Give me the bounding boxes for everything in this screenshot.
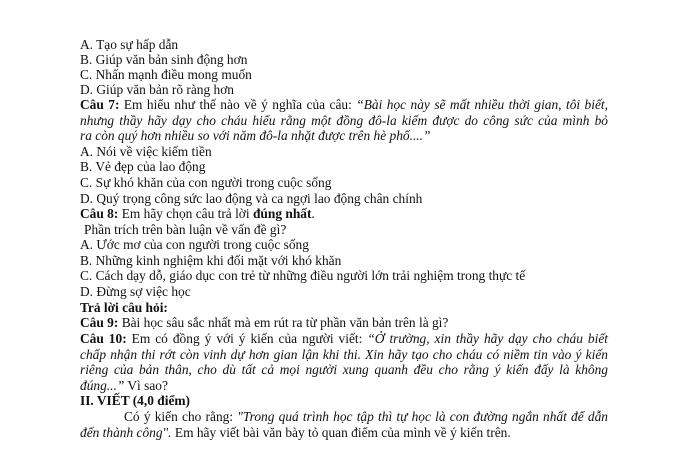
answer-heading: Trả lời câu hỏi: bbox=[80, 300, 168, 315]
q10-line-3 bbox=[80, 362, 608, 377]
q6-option-c: C. Nhấn mạnh điều mong muốn bbox=[80, 67, 252, 82]
q6-option-b: B. Giúp văn bản sinh động hơn bbox=[80, 52, 248, 67]
q10-line-1 bbox=[80, 331, 608, 346]
q10-quote-part-3: riêng của bản thân, cho dù tất cả mọi người xung quanh đều cho rằng ý kiến đấy là không bbox=[80, 362, 608, 377]
q8-prompt-end: . bbox=[311, 206, 315, 221]
q8-option-d: D. Đừng sợ việc học bbox=[80, 284, 191, 299]
section-2-quote-part-2: đến thành công". bbox=[80, 425, 172, 440]
q10-line-4 bbox=[80, 378, 168, 393]
section-2-lead: Có ý kiến cho rằng: bbox=[124, 409, 234, 424]
q10-tail: Vì sao? bbox=[127, 378, 168, 393]
section-2-line-1 bbox=[124, 409, 608, 424]
q8-subprompt: Phần trích trên bàn luận về vấn đề gì? bbox=[84, 222, 287, 237]
q10-label: Câu 10: bbox=[80, 331, 127, 346]
q10-quote-part-2: chấp nhận thi rớt còn vinh dự hơn gian lận khi thi. Xin hãy tạo cho cháu có niềm tin vào ý kiến bbox=[80, 347, 608, 362]
q7-option-b: B. Vẻ đẹp của lao động bbox=[80, 159, 206, 174]
q9-label: Câu 9: bbox=[80, 315, 119, 330]
q7-prompt: Em hiểu như thế nào về ý nghĩa của câu: bbox=[123, 97, 352, 112]
q7-option-a: A. Nói về việc kiếm tiền bbox=[80, 144, 212, 159]
q7-option-d: D. Quý trọng công sức lao động và ca ngợi lao động chân chính bbox=[80, 191, 423, 206]
q7-option-c: C. Sự khó khăn của con người trong cuộc sống bbox=[80, 175, 332, 190]
section-2-heading: II. VIẾT (4,0 điểm) bbox=[80, 393, 190, 408]
q8-option-b: B. Những kinh nghiệm khi đối mặt với khó khăn bbox=[80, 253, 342, 268]
q7-quote-part-2: nhưng thầy hãy dạy cho cháu hiểu rằng một đồng đô-la kiếm được do công sức của mình bỏ bbox=[80, 113, 608, 128]
q8-emphasis: đúng nhất bbox=[252, 206, 312, 221]
q8-option-c: C. Cách dạy dỗ, giáo dục con trẻ từ những điều người lớn trải nghiệm trong thực tế bbox=[80, 268, 526, 283]
q8-label: Câu 8: bbox=[80, 206, 119, 221]
q6-option-d: D. Giúp văn bản rõ ràng hơn bbox=[80, 82, 234, 97]
q8-prompt: Em hãy chọn câu trả lời bbox=[121, 206, 250, 221]
q10-prompt: Em có đồng ý với ý kiến của người viết: bbox=[131, 331, 363, 346]
q7-line-2 bbox=[80, 113, 608, 128]
section-2-line-2 bbox=[80, 425, 511, 440]
q8-option-a: A. Ước mơ của con người trong cuộc sống bbox=[80, 237, 309, 252]
q7-line-3 bbox=[80, 128, 430, 143]
q10-quote-part-4: đúng...” bbox=[80, 378, 125, 393]
q7-quote-part-3: ra còn quý hơn nhiều so với năm đô-la nhặt được trên hè phố....” bbox=[80, 128, 431, 143]
q10-line-2 bbox=[80, 347, 608, 362]
section-2-quote-part-1: "Trong quá trình học tập thì tự học là con đường ngắn nhất để dẫn bbox=[237, 409, 608, 424]
q8-line-1 bbox=[80, 206, 315, 221]
q10-quote-part-1: “Ở trường, xin thầy hãy dạy cho cháu biết bbox=[367, 331, 609, 346]
q9-line bbox=[80, 315, 448, 330]
section-2-tail: Em hãy viết bài văn bày tỏ quan điểm của mình về ý kiến trên. bbox=[174, 425, 511, 440]
q6-option-a: A. Tạo sự hấp dẫn bbox=[80, 37, 179, 52]
q7-label: Câu 7: bbox=[80, 97, 120, 112]
q7-line-1 bbox=[80, 97, 608, 112]
q9-text: Bài học sâu sắc nhất mà em rút ra từ phần văn bản trên là gì? bbox=[121, 315, 449, 330]
q7-quote-part-1: “Bài học này sẽ mất nhiều thời gian, tôi biết, bbox=[356, 97, 608, 112]
